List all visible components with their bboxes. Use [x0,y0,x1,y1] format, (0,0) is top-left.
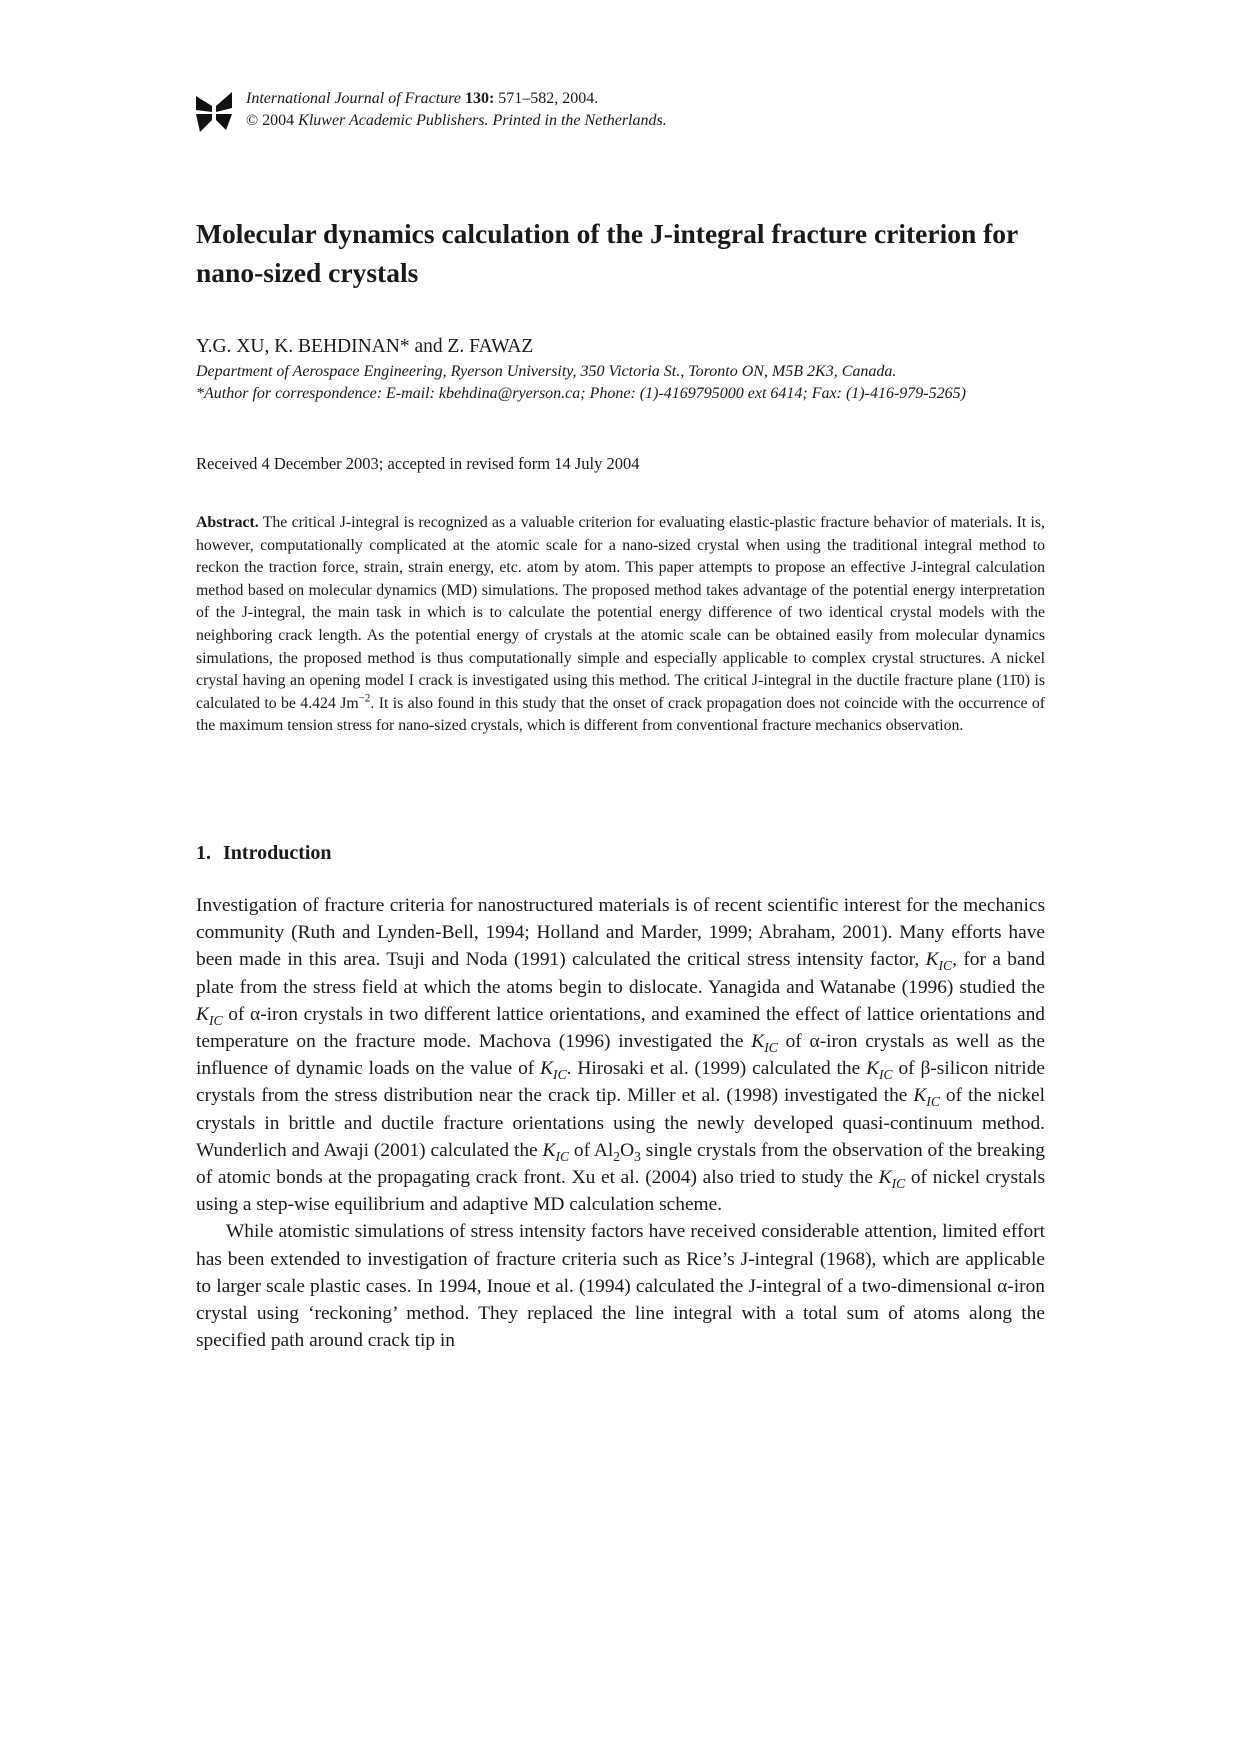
math-k: $K_{IC}$ [751,1031,778,1055]
affiliation-block [196,361,1076,405]
abstract-plane: 11̄0 [1001,672,1025,690]
section-heading [196,840,332,866]
paper-authors: Y.G. XU, K. BEHDINAN* and Z. FAWAZ [196,336,534,357]
math-k: $K_{IC}$ [866,1058,893,1083]
journal-name: International Journal of Fracture [246,90,461,107]
abstract-text-mid: ) is calculated to be 4.424 Jm [196,672,1045,712]
text-run: . Hirosaki et al. (1999) calculated the [566,1058,867,1080]
math-k: $K_{IC}$ [925,949,953,974]
journal-header [246,88,667,132]
text-run: of β-silicon nitride crystals from the stress distribution near the crack tip. Miller et al. (1998) investigated the [196,1058,1045,1107]
math-k: $K_{IC}$ [913,1085,940,1110]
subscript: 3 [634,1148,641,1164]
journal-pages-year: 571–582, 2004. [494,90,599,107]
text-run: of nickel crystals using a step-wise equilibrium and adaptive MD calculation scheme. [196,1167,1045,1216]
text-run: Investigation of fracture criteria for nanostructured materials is of recent scientific interest for the mechanics community (Ruth and Lynden-Bell, 1994; Holland and Marder, 1999; Abraham, 2001). Many efforts have been made in this area. Tsuji and Noda (1991) calculated the critical stress intensity factor, [196,895,1045,971]
abstract-label: Abstract. [196,514,259,531]
math-k: $K_{IC}$ [540,1058,567,1083]
math-k: $K_{IC}$ [542,1139,570,1164]
publisher: Kluwer Academic Publishers. Printed in the Netherlands. [298,112,667,129]
abstract [196,512,1045,738]
text-run: of α-iron crystals as well as the influence of dynamic loads on the value of [196,1031,1045,1080]
text-run: single crystals from the observation of the breaking of atomic bonds at the propagating crack front. Xu et al. (2004) also tried to study the [196,1139,1045,1189]
correspondence: *Author for correspondence: E-mail: kbehdina@ryerson.ca; Phone: (1)-4169795000 ext 6414; Fax: (1)-416-979-5265) [196,385,966,402]
affiliation: Department of Aerospace Engineering, Ryerson University, 350 Victoria St., Toronto ON, M5B 2K3, Canada. [196,363,897,380]
text-run: of the nickel crystals in brittle and ductile fracture orientations using the newly developed quasi-continuum method. Wunderlich and Awaji (2001) calculated the [196,1085,1045,1161]
abstract-text: The critical J-integral is recognized as a valuable criterion for evaluating elastic-plastic fracture behavior of materials. It is, however, computationally complicated at the atomic scale for a nano-sized crystal when using the traditional integral method to reckon the traction force, strain, strain energy, etc. atom by atom. This paper attempts to propose an effective J-integral calculation method based on molecular dynamics (MD) simulations. The proposed method takes advantage of the potential energy interpretation of the J-integral, the main task in which is to calculate the potential energy difference of two identical crystal models with the neighboring crack length. As the potential energy of crystals at the atomic scale can be obtained easily from molecular dynamics simulations, the proposed method is thus computationally simple and especially applicable to complex crystal structures. A nickel crystal having an opening model I crack is investigated using this method. The critical J-integral in the ductile fracture plane ( [196,514,1046,690]
paper-title: Molecular dynamics calculation of the J-integral fracture criterion for nano-sized crystals [196,218,1018,288]
journal-citation-line [246,88,667,110]
subscript: 2 [613,1148,621,1164]
journal-volume: 130: [464,90,495,107]
section-number: 1. [196,842,211,864]
journal-copyright-line [246,110,667,132]
introduction-body [196,892,1045,1354]
text-run: of α-iron crystals in two different lattice orientations, and examined the effect of lattice orientations and temperature on the fracture mode. Machova (1996) investigated the [196,1003,1045,1053]
paragraph [196,892,1045,1218]
received-dates: Received 4 December 2003; accepted in revised form 14 July 2004 [196,454,640,473]
text-run: O [620,1139,635,1161]
text-run: of Al [569,1139,614,1161]
text-run: , for a band plate from the stress field at which the atoms begin to dislocate. Yanagida and Watanabe (1996) studied the [196,949,1045,998]
paragraph: While atomistic simulations of stress intensity factors have received considerable attention, limited effort has been extended to investigation of fracture criteria such as Rice’s J-integral (1968), which are applicable to larger scale plastic cases. In 1994, Inoue et al. (1994) calculated the J-integral of a two-dimensional α-iron crystal using ‘reckoning’ method. They replaced the line integral with a total sum of atoms along the specified path around crack tip in [196,1221,1045,1352]
abstract-text-end: . It is also found in this study that the onset of crack propagation does not coincide with the occurrence of the maximum tension stress for nano-sized crystals, which is different from conventional fracture mechanics observation. [196,694,1045,735]
copyright-symbol: © 2004 [246,112,299,129]
math-k: $K_{IC}$ [196,1003,223,1028]
abstract-exponent: −2 [358,692,371,705]
math-k: $K_{IC}$ [878,1167,906,1191]
kluwer-logo-icon [196,92,232,132]
section-title: Introduction [223,842,332,864]
